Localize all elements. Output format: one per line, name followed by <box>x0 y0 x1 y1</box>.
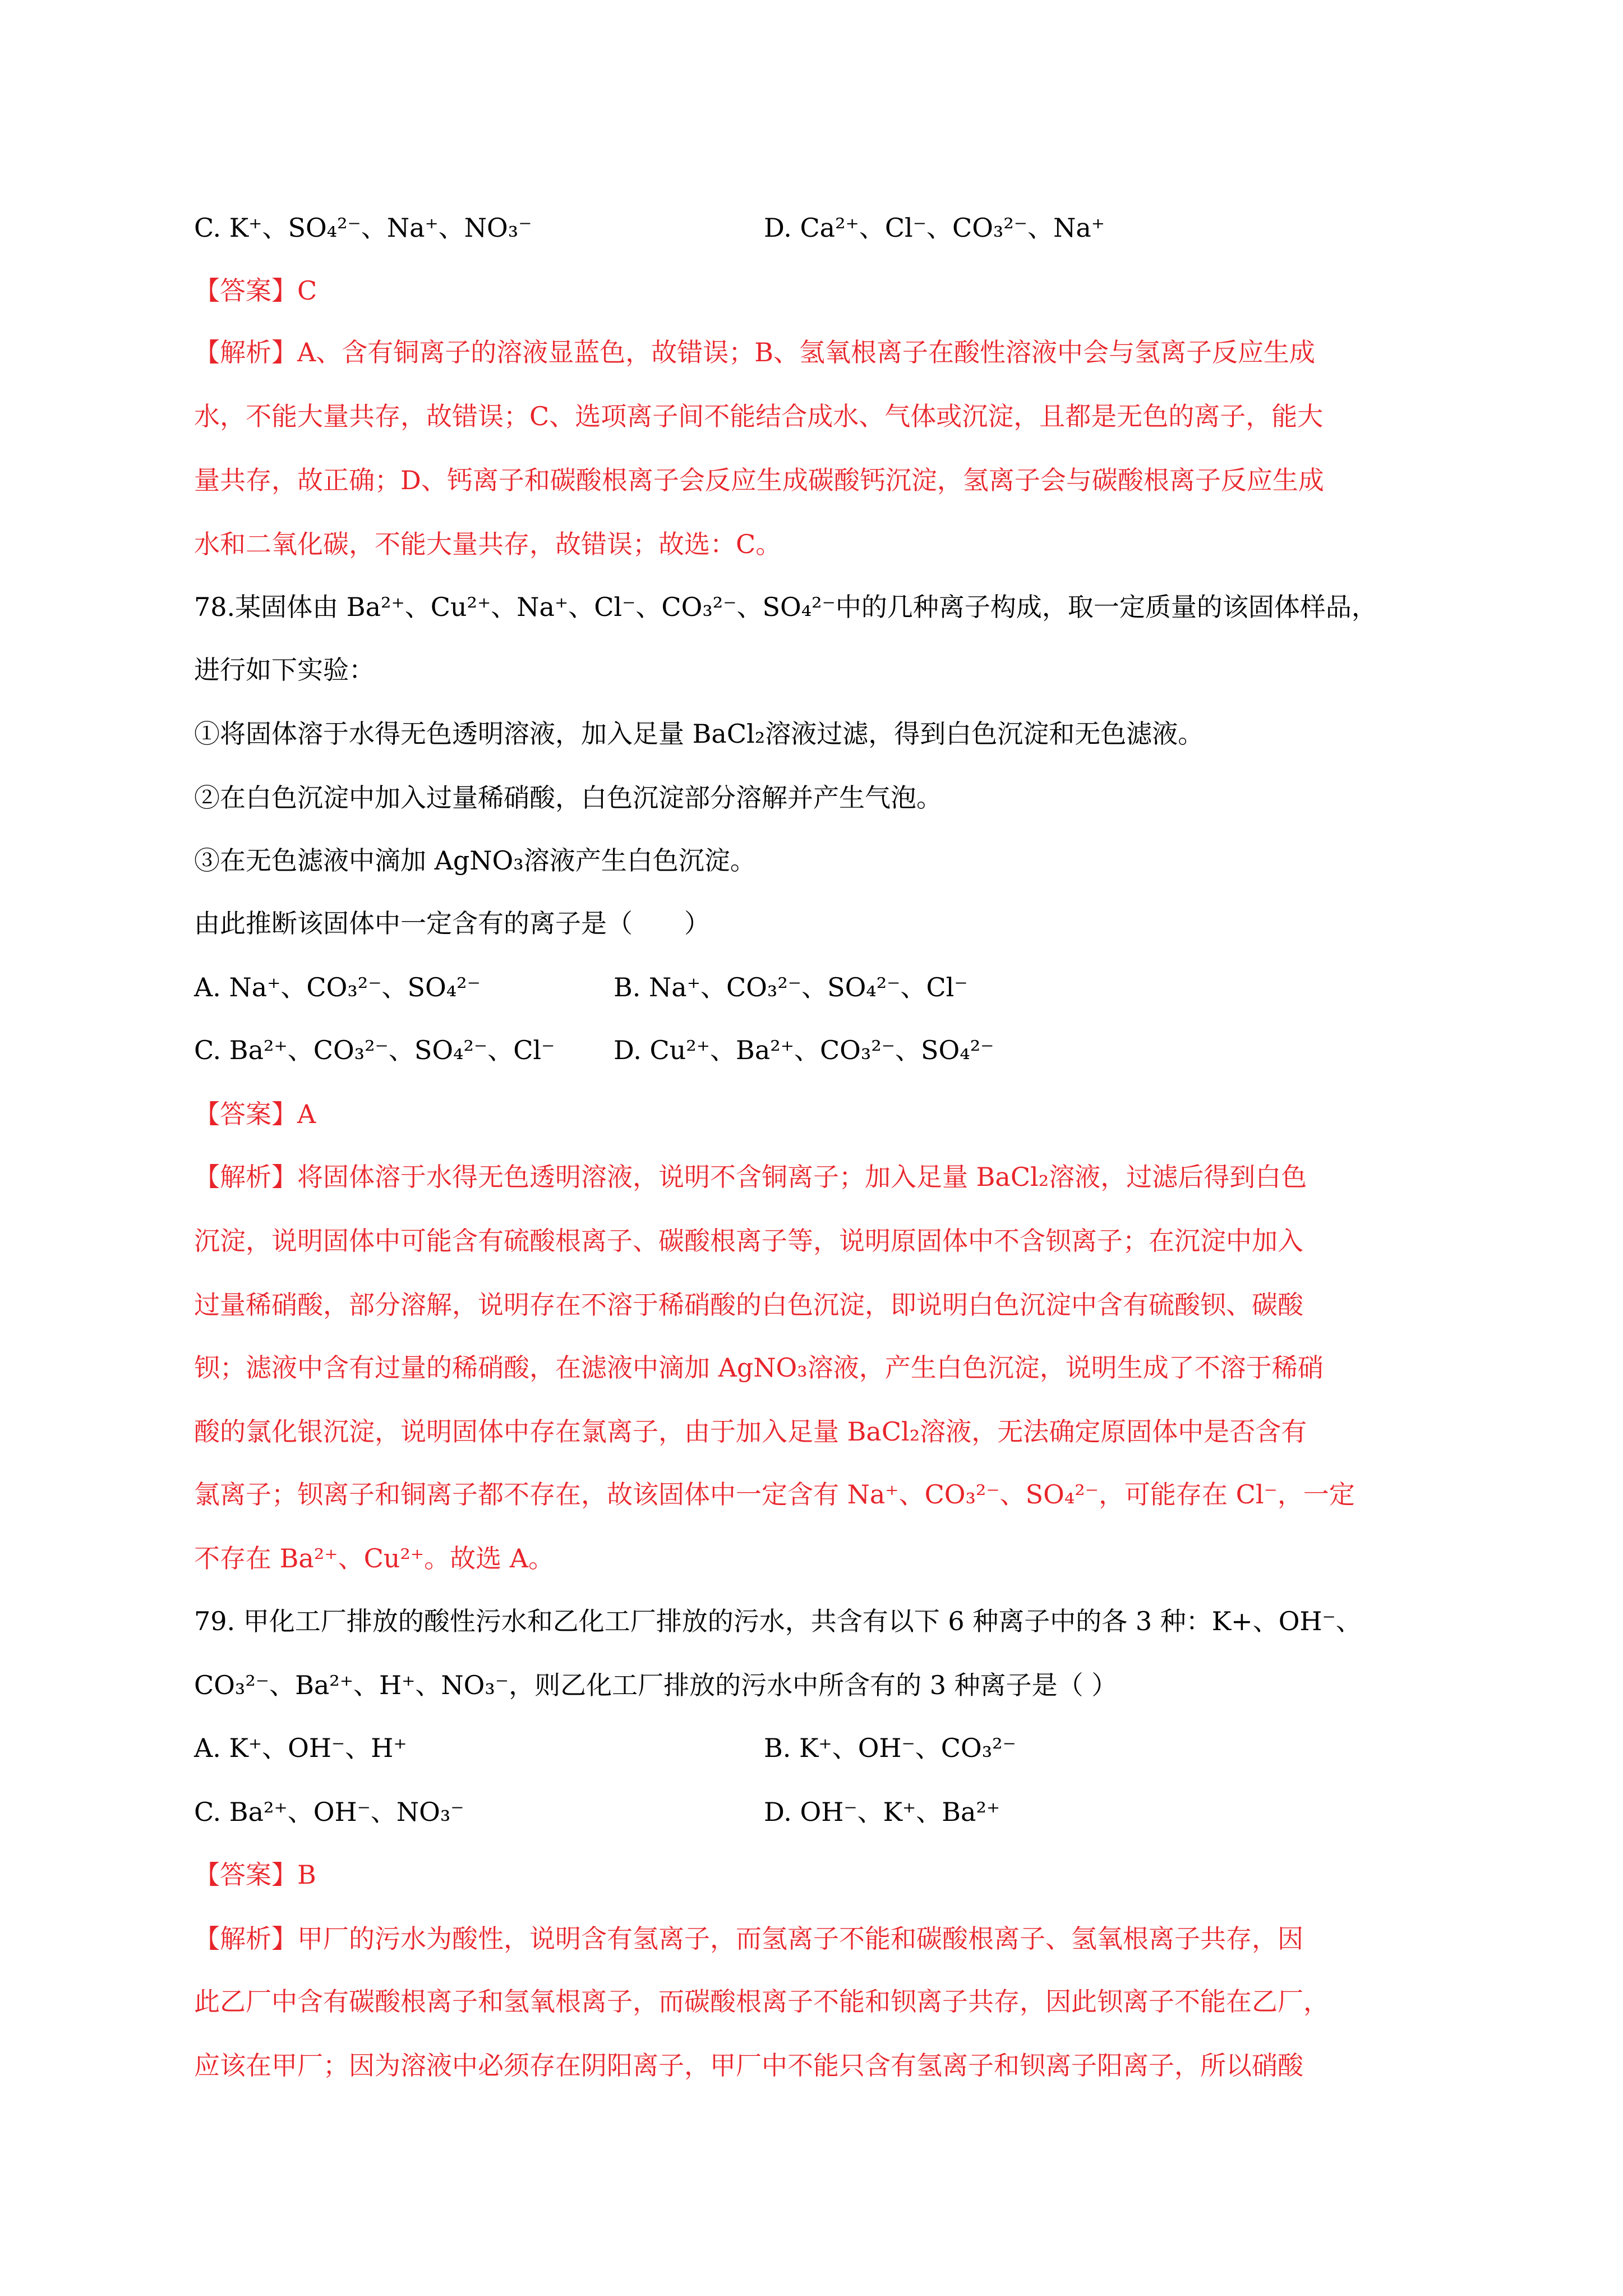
q78-analysis-line-6: 氯离子；钡离子和铜离子都不存在，故该固体中一定含有 Na⁺、CO₃²⁻、SO₄²⁻，可能存在 Cl⁻，一定 <box>194 1479 1355 1510</box>
q77-analysis-line-2: 水，不能大量共存，故错误；C、选项离子间不能结合成水、气体或沉淀，且都是无色的离子，能大 <box>194 401 1324 431</box>
q79-answer: 【答案】B <box>194 1860 316 1890</box>
q79-option-d: D. OH⁻、K⁺、Ba²⁺ <box>764 1797 1000 1827</box>
q78-answer: 【答案】A <box>194 1099 316 1129</box>
q78-analysis-line-1: 【解析】将固体溶于水得无色透明溶液，说明不含铜离子；加入足量 BaCl₂溶液，过滤后得到白色 <box>194 1162 1307 1192</box>
q78-step-2: ②在白色沉淀中加入过量稀硝酸，白色沉淀部分溶解并产生气泡。 <box>194 783 942 813</box>
q77-analysis-line-4: 水和二氧化碳，不能大量共存，故错误；故选：C。 <box>194 529 782 559</box>
q79-analysis-line-3: 应该在甲厂；因为溶液中必须存在阴阳离子，甲厂中不能只含有氢离子和钡离子阳离子，所以硝酸 <box>194 2050 1303 2081</box>
q79-option-a: A. K⁺、OH⁻、H⁺ <box>194 1733 407 1763</box>
q78-analysis-line-4: 钡；滤液中含有过量的稀硝酸，在滤液中滴加 AgNO₃溶液，产生白色沉淀，说明生成了不溶于稀硝 <box>194 1352 1324 1383</box>
q78-step-3: ③在无色滤液中滴加 AgNO₃溶液产生白色沉淀。 <box>194 845 756 876</box>
q77-answer: 【答案】C <box>194 275 317 306</box>
q77-analysis-line-1: 【解析】A、含有铜离子的溶液显蓝色，故错误；B、氢氧根离子在酸性溶液中会与氢离子反应生成 <box>194 337 1316 367</box>
q79-analysis-line-1: 【解析】甲厂的污水为酸性，说明含有氢离子，而氢离子不能和碳酸根离子、氢氧根离子共存，因 <box>194 1924 1303 1954</box>
q78-analysis-line-7: 不存在 Ba²⁺、Cu²⁺。故选 A。 <box>194 1543 554 1573</box>
q78-option-b: B. Na⁺、CO₃²⁻、SO₄²⁻、Cl⁻ <box>614 972 968 1002</box>
q79-analysis-line-2: 此乙厂中含有碳酸根离子和氢氧根离子，而碳酸根离子不能和钡离子共存，因此钡离子不能在乙厂， <box>194 1986 1329 2017</box>
q78-analysis-line-5: 酸的氯化银沉淀，说明固体中存在氯离子，由于加入足量 BaCl₂溶液，无法确定原固体中是否含有 <box>194 1416 1307 1447</box>
q78-analysis-line-3: 过量稀硝酸，部分溶解，说明存在不溶于稀硝酸的白色沉淀，即说明白色沉淀中含有硫酸钡、碳酸 <box>194 1290 1303 1320</box>
q78-analysis-line-2: 沉淀，说明固体中可能含有硫酸根离子、碳酸根离子等，说明原固体中不含钡离子；在沉淀中加入 <box>194 1226 1303 1256</box>
q78-stem-line-1: 78.某固体由 Ba²⁺、Cu²⁺、Na⁺、Cl⁻、CO₃²⁻、SO₄²⁻中的几种离子构成，取一定质量的该固体样品， <box>194 592 1377 622</box>
q78-step-1: ①将固体溶于水得无色透明溶液，加入足量 BaCl₂溶液过滤，得到白色沉淀和无色滤液。 <box>194 719 1204 749</box>
q77-analysis-line-3: 量共存，故正确；D、钙离子和碳酸根离子会反应生成碳酸钙沉淀，氢离子会与碳酸根离子反应生成 <box>194 465 1324 495</box>
q79-stem-line-2: CO₃²⁻、Ba²⁺、H⁺、NO₃⁻，则乙化工厂排放的污水中所含有的 3 种离子是（ ） <box>194 1670 1118 1700</box>
q78-question: 由此推断该固体中一定含有的离子是（ ） <box>194 908 710 938</box>
q78-option-c: C. Ba²⁺、CO₃²⁻、SO₄²⁻、Cl⁻ <box>194 1035 555 1065</box>
q78-option-d: D. Cu²⁺、Ba²⁺、CO₃²⁻、SO₄²⁻ <box>614 1035 994 1065</box>
q79-option-b: B. K⁺、OH⁻、CO₃²⁻ <box>764 1733 1016 1763</box>
q79-stem-line-1: 79. 甲化工厂排放的酸性污水和乙化工厂排放的污水，共含有以下 6 种离子中的各 3 种：K+、OH⁻、 <box>194 1606 1362 1636</box>
q77-option-d: D. Ca²⁺、Cl⁻、CO₃²⁻、Na⁺ <box>764 213 1105 243</box>
q79-option-c: C. Ba²⁺、OH⁻、NO₃⁻ <box>194 1797 464 1827</box>
q77-option-c: C. K⁺、SO₄²⁻、Na⁺、NO₃⁻ <box>194 213 532 243</box>
q78-stem-line-2: 进行如下实验： <box>194 655 375 685</box>
q78-option-a: A. Na⁺、CO₃²⁻、SO₄²⁻ <box>194 972 481 1002</box>
